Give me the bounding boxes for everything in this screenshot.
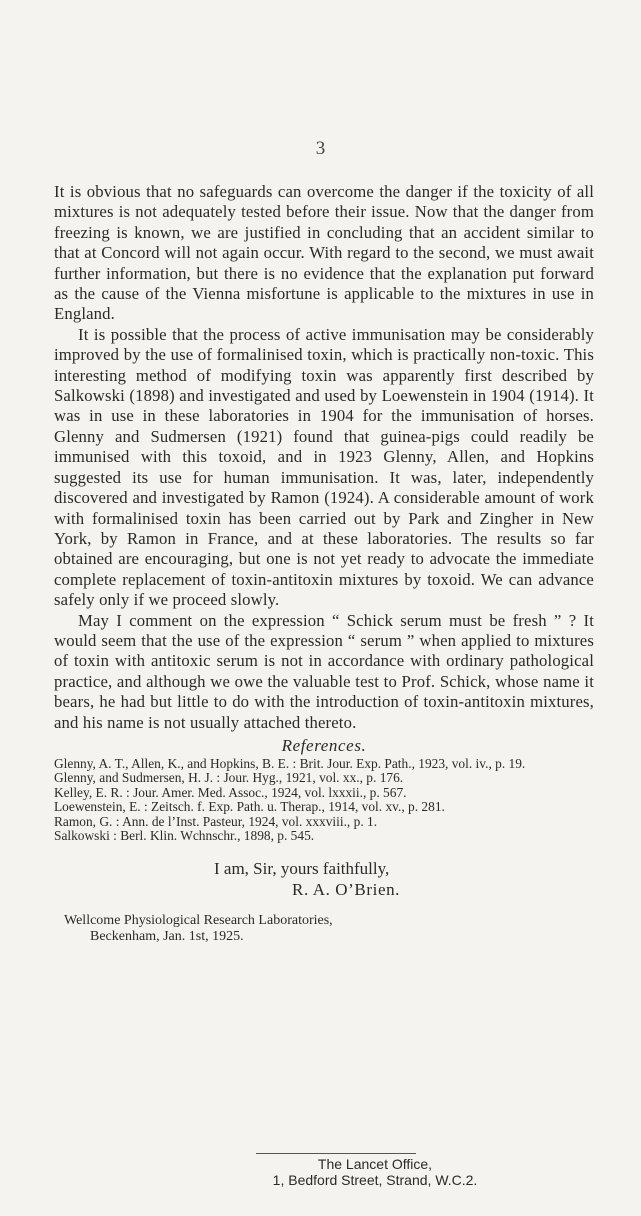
reference-item: Glenny, and Sudmersen, H. J. : Jour. Hyg., 1921, vol. xx., p. 176. — [54, 770, 404, 786]
publisher-imprint — [180, 1157, 570, 1188]
reference-item: Loewenstein, E. : Zeitsch. f. Exp. Path. u. Therap., 1914, vol. xv., p. 281. — [54, 799, 445, 815]
publisher-line: 1, Bedford Street, Strand, W.C.2. — [272, 1171, 478, 1188]
reference-item: Kelley, E. R. : Jour. Amer. Med. Assoc., 1924, vol. lxxxii., p. 567. — [54, 784, 407, 800]
reference-item: Glenny, A. T., Allen, K., and Hopkins, B. E. : Brit. Jour. Exp. Path., 1923, vol. iv., p. 19. — [54, 755, 526, 771]
references-list — [54, 757, 594, 843]
paragraph-active-immunisation: It is possible that the process of active immunisation may be considerably improved by the use of formalinised toxin, which is practically non-toxic. This interesting method of modifying toxin was apparently first described by Salkowski (1898) and investigated and used by Loewenstein in 1904 (1914). It was in use in these laboratories in 1904 for the immunisation of horses. Glenny and Sudmersen (1921) found that guinea-pigs could readily be immunised with this toxoid, and in 1923 Glenny, Allen, and Hopkins suggested its use for human immunisation. It was, later, independently discovered and investigated by Ramon (1924). A considerable amount of work with formalinised toxin has been carried out by Park and Zingher in New York, by Ramon in France, and at these laboratories. The results so far obtained are encouraging, but one is not yet ready to advocate the immediate complete replacement of toxin-antitoxin mixtures by toxoid. We can advance safely only if we proceed slowly. — [54, 324, 594, 610]
divider — [256, 1153, 416, 1154]
paragraph-safeguards: It is obvious that no safeguards can overcome the danger if the toxicity of all mixtures is not adequately tested before their issue. Now that the danger from freezing is known, we are justified in concluding that an accident similar to that at Concord will not again occur. With regard to the second, we must await further information, but there is no evidence that the explanation put forward as the cause of the Vienna misfortune is applicable to the mixtures in use in England. — [54, 182, 594, 324]
references-heading: References. — [281, 735, 367, 755]
reference-item: Salkowski : Berl. Klin. Wchnschr., 1898, p. 545. — [54, 828, 315, 843]
reference-item: Ramon, G. : Ann. de l’Inst. Pasteur, 1924, vol. xxxviii., p. 1. — [54, 813, 378, 829]
address-line: Wellcome Physiological Research Laboratories, — [64, 913, 333, 929]
signature: R. A. O’Brien. — [292, 880, 401, 900]
paragraph-schick-serum: May I comment on the expression “ Schick serum must be fresh ” ? It would seem that the use of the expression “ serum ” when applied to mixtures of toxin with antitoxic serum is not in accordance with ordinary pathological practice, and although we owe the valuable test to Prof. Schick, whose name it bears, he had but little to do with the introduction of toxin-antitoxin mixtures, and his name is not usually attached thereto. — [54, 610, 594, 732]
sender-address — [54, 913, 594, 945]
letter-body — [54, 182, 594, 945]
address-line: Beckenham, Jan. 1st, 1925. — [90, 929, 244, 945]
signoff: I am, Sir, yours faithfully, — [214, 859, 390, 879]
publisher-line: The Lancet Office, — [317, 1156, 433, 1172]
page-number: 3 — [315, 138, 326, 159]
